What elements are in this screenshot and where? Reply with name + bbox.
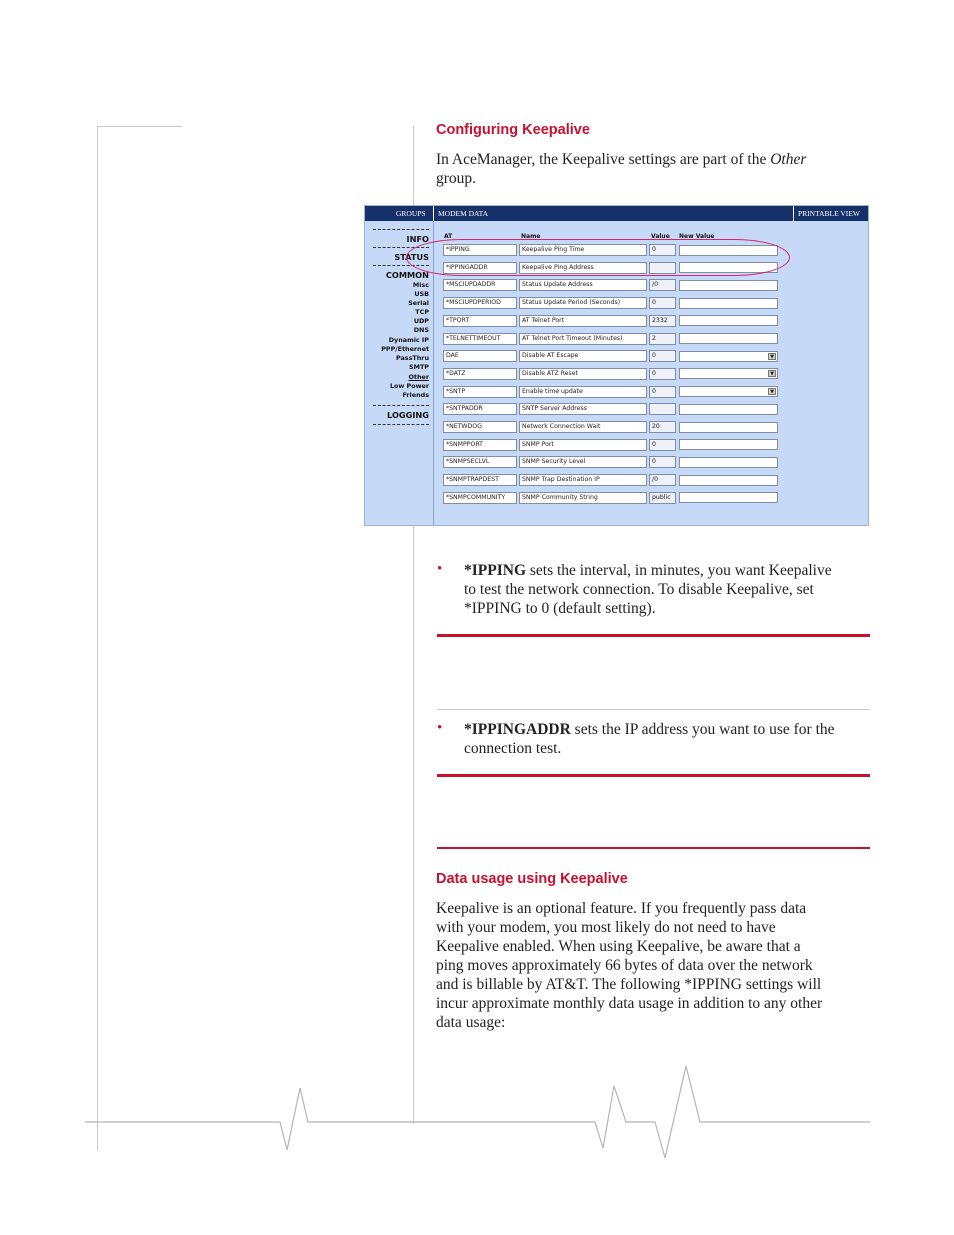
paragraph-line: Keepalive enabled. When using Keepalive, be aware that a bbox=[436, 938, 801, 955]
row-name: Disable ATZ Reset bbox=[519, 368, 647, 380]
paragraph-line: data usage: bbox=[436, 1014, 506, 1031]
row-name: Keepalive Ping Time bbox=[519, 244, 647, 256]
row-name: SNMP Security Level bbox=[519, 456, 647, 468]
row-new-value-input[interactable] bbox=[679, 298, 778, 309]
note-rule-top bbox=[437, 634, 870, 637]
row-name: SNMP Port bbox=[519, 439, 647, 451]
row-at-command: *TELNETTIMEOUT bbox=[443, 333, 517, 345]
nav-dns[interactable]: DNS bbox=[413, 326, 429, 334]
row-at-command: *DATZ bbox=[443, 368, 517, 380]
nav-usb[interactable]: USB bbox=[414, 290, 429, 298]
row-at-command: *MSCIUPDADDR bbox=[443, 279, 517, 291]
nav-ppp-ethernet[interactable]: PPP/Ethernet bbox=[381, 345, 429, 353]
intro-italic-other: Other bbox=[770, 151, 807, 168]
top-left-rule bbox=[97, 126, 182, 127]
row-at-command: DAE bbox=[443, 350, 517, 362]
row-current-value: 2332 bbox=[649, 315, 676, 327]
intro-paragraph bbox=[436, 150, 876, 188]
row-name: SNMP Trap Destination IP bbox=[519, 474, 647, 486]
chevron-down-icon[interactable]: ▼ bbox=[768, 353, 776, 360]
row-at-command: *NETWDOG bbox=[443, 421, 517, 433]
row-name: Network Connection Wait bbox=[519, 421, 647, 433]
nav-logging[interactable]: LOGGING bbox=[387, 410, 429, 420]
nav-serial[interactable]: Serial bbox=[408, 299, 429, 307]
row-at-command: *SNMPCOMMUNITY bbox=[443, 492, 517, 504]
row-at-command: *SNMPTRAPDEST bbox=[443, 474, 517, 486]
data-usage-paragraph bbox=[436, 899, 876, 1032]
row-new-value-input[interactable] bbox=[679, 439, 778, 450]
row-new-value-input[interactable] bbox=[679, 475, 778, 486]
nav-udp[interactable]: UDP bbox=[413, 317, 429, 325]
printable-view-link[interactable]: PRINTABLE VIEW bbox=[798, 209, 860, 218]
row-current-value: 0 bbox=[649, 368, 676, 380]
bullet-term: *IPPINGADDR bbox=[464, 721, 571, 738]
row-at-command: *SNMPPORT bbox=[443, 439, 517, 451]
col-header-value: Value bbox=[651, 233, 670, 240]
note-rule-bottom-2 bbox=[437, 847, 870, 849]
chevron-down-icon[interactable]: ▼ bbox=[768, 388, 776, 395]
chevron-down-icon[interactable]: ▼ bbox=[768, 370, 776, 377]
paragraph-line: incur approximate monthly data usage in addition to any other bbox=[436, 995, 823, 1012]
footer-waveform bbox=[0, 1060, 954, 1170]
row-current-value: /0 bbox=[649, 279, 676, 291]
intro-text-line2: group. bbox=[436, 170, 477, 187]
nav-status[interactable]: STATUS bbox=[394, 252, 429, 262]
row-current-value: 0 bbox=[649, 456, 676, 468]
bullet-text: sets the IP address you want to use for the bbox=[570, 721, 835, 738]
bullet-ippingaddr bbox=[464, 720, 884, 758]
nav-common[interactable]: COMMON bbox=[385, 270, 429, 280]
row-at-command: *SNTPADDR bbox=[443, 403, 517, 415]
col-header-name: Name bbox=[521, 233, 541, 240]
highlight-oval bbox=[406, 239, 790, 276]
topbar-divider-2 bbox=[793, 206, 794, 221]
col-header-new-value: New Value bbox=[679, 233, 715, 240]
note-rule-bottom bbox=[437, 709, 870, 710]
row-new-value-input[interactable] bbox=[679, 422, 778, 433]
row-name: Enable time update bbox=[519, 386, 647, 398]
nav-other[interactable]: Other bbox=[408, 373, 429, 381]
row-current-value: 0 bbox=[649, 244, 676, 256]
row-current-value: 20 bbox=[649, 421, 676, 433]
row-new-value-input[interactable] bbox=[679, 333, 778, 344]
bullet-marker: • bbox=[437, 720, 443, 736]
row-at-command: *IPPINGADDR bbox=[443, 262, 517, 274]
row-current-value: 0 bbox=[649, 350, 676, 362]
nav-smtp[interactable]: SMTP bbox=[408, 363, 429, 371]
row-name: AT Telnet Port bbox=[519, 315, 647, 327]
row-new-value-select[interactable] bbox=[679, 351, 778, 362]
groups-header: GROUPS bbox=[396, 209, 426, 218]
nav-dynamic-ip[interactable]: Dynamic IP bbox=[388, 336, 429, 344]
paragraph-line: Keepalive is an optional feature. If you frequently pass data bbox=[436, 900, 807, 917]
col-header-at: AT bbox=[444, 233, 453, 240]
row-current-value: 0 bbox=[649, 386, 676, 398]
row-current-value: 0 bbox=[649, 439, 676, 451]
row-name: Disable AT Escape bbox=[519, 350, 647, 362]
left-margin-rule bbox=[97, 126, 98, 1150]
row-new-value-input[interactable] bbox=[679, 315, 778, 326]
row-current-value: public bbox=[649, 492, 676, 504]
row-name: Keepalive Ping Address bbox=[519, 262, 647, 274]
bullet-marker: • bbox=[437, 561, 443, 577]
row-current-value: 2 bbox=[649, 333, 676, 345]
topbar-divider bbox=[433, 206, 434, 221]
nav-divider bbox=[373, 229, 429, 230]
section-title-configuring-keepalive: Configuring Keepalive bbox=[436, 122, 590, 138]
screenshot-topbar bbox=[365, 206, 868, 221]
row-at-command: *SNMPSECLVL bbox=[443, 456, 517, 468]
note-rule-top-2 bbox=[437, 774, 870, 777]
bullet-term: *IPPING bbox=[464, 562, 526, 579]
nav-friends[interactable]: Friends bbox=[402, 391, 429, 399]
nav-tcp[interactable]: TCP bbox=[415, 308, 429, 316]
intro-text: In AceManager, the Keepalive settings are part of the bbox=[436, 151, 771, 168]
section-title-data-usage: Data usage using Keepalive bbox=[436, 871, 628, 887]
bullet-text: sets the interval, in minutes, you want Keepalive bbox=[526, 562, 832, 579]
row-name: Status Update Period (Seconds) bbox=[519, 297, 647, 309]
nav-misc[interactable]: Misc bbox=[412, 281, 429, 289]
nav-divider bbox=[373, 424, 429, 425]
row-at-command: *MSCIUPDPERIOD bbox=[443, 297, 517, 309]
row-name: SNTP Server Address bbox=[519, 403, 647, 415]
nav-divider bbox=[373, 405, 429, 406]
bullet-text: *IPPING to 0 (default setting). bbox=[464, 600, 656, 617]
nav-low-power[interactable]: Low Power bbox=[389, 382, 429, 390]
row-new-value-select[interactable] bbox=[679, 386, 778, 397]
bullet-text: connection test. bbox=[464, 740, 562, 757]
row-current-value: 0 bbox=[649, 297, 676, 309]
bullet-text: to test the network connection. To disable Keepalive, set bbox=[464, 581, 814, 598]
paragraph-line: ping moves approximately 66 bytes of data over the network bbox=[436, 957, 813, 974]
paragraph-line: with your modem, you most likely do not need to have bbox=[436, 919, 776, 936]
row-at-command: *TPORT bbox=[443, 315, 517, 327]
row-name: AT Telnet Port Timeout (Minutes) bbox=[519, 333, 647, 345]
row-name: SNMP Community String bbox=[519, 492, 647, 504]
row-new-value-input[interactable] bbox=[679, 280, 778, 291]
row-new-value-input[interactable] bbox=[679, 457, 778, 468]
bullet-ipping bbox=[464, 561, 884, 618]
row-current-value: /0 bbox=[649, 474, 676, 486]
row-at-command: *SNTP bbox=[443, 386, 517, 398]
row-name: Status Update Address bbox=[519, 279, 647, 291]
row-current-value bbox=[649, 403, 676, 415]
row-new-value-select[interactable] bbox=[679, 368, 778, 379]
modem-data-header: MODEM DATA bbox=[438, 209, 489, 218]
nav-info[interactable]: INFO bbox=[406, 234, 429, 244]
nav-passthru[interactable]: PassThru bbox=[395, 354, 429, 362]
row-new-value-input[interactable] bbox=[679, 492, 778, 503]
paragraph-line: and is billable by AT&T. The following *IPPING settings will bbox=[436, 976, 822, 993]
row-at-command: *IPPING bbox=[443, 244, 517, 256]
row-new-value-input[interactable] bbox=[679, 404, 778, 415]
